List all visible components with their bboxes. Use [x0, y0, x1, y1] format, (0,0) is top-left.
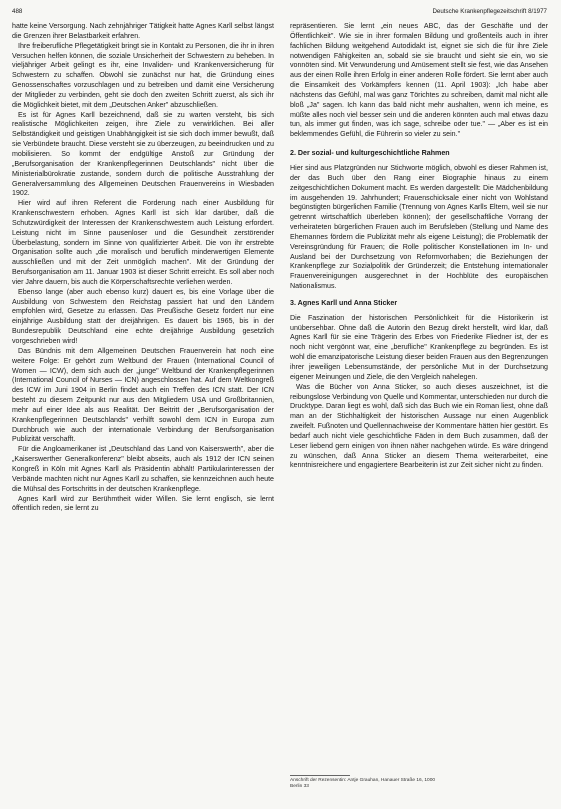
paragraph: Was die Bücher von Anna Sticker, so auch dieses auszeichnet, ist die reibungslose Verbindung von Quelle und Kommentar, unterschieden nur durch die Drucktype. Daran liegt es wohl, daß sich das Buch wie ein Roman liest, ohne daß man an der Stichhaltigkeit der historischen Aussage nur einen Augenblick zweifelt. Fußnoten und Quellennachweise der Kommentare hätten hier gestört. Es bedarf auch nicht viele geschichtliche Fäden in dem Buch zusammen, daß der Leser liebend gern einigen von ihnen näher nachgehen würde. Es wäre dringend zu wünschen, daß Anna Sticker an diesem Thema weiterarbeitet, eine kenntnisreichere und engagiertere Bearbeiterin ist zur Zeit sicher nicht zu finden.	[290, 382, 548, 470]
section-heading: 3. Agnes Karll und Anna Sticker	[290, 298, 398, 307]
footnote-rule	[290, 775, 350, 776]
paragraph: Hier wird auf ihren Referent die Forderung nach einer Ausbildung für Krankenschwestern erhoben. Agnes Karll ist sich klar darüber, daß die Schutzwürdigkeit der Interessen der Krankenschwestern auch Leistung erfordert. Leistung nicht im Sinne pausenloser und die Gesundheit zerstörender Überbelastung, sondern im Sinne von qualifizierter Arbeit. Die von ihr erstrebte Organisation sollte auch „die moralisch und beruflich minderwertigen Elemente ausschließen und mit der Zeit unmöglich machen". Mit der Gründung der Berufsorganisation am 11. Januar 1903 ist dieser Schritt erreicht. Es soll aber noch vier Jahre dauern, bis auch die Körperschaftsrechte verliehen werden.	[12, 199, 274, 286]
paragraph: Es ist für Agnes Karll bezeichnend, daß sie zu warten versteht, bis sich realistische Möglichkeiten zeigen, ihre Ziele zu verwirklichen. Bei aller Selbständigkeit und geistigen Unabhängigkeit ist sie sich doch immer bewußt, daß sie Verbündete braucht. Diese versteht sie zu überzeugen, zu beeindrucken und zu mobilisieren. So kommt der endgültige Anstoß zur Gründung der „Berufsorganisation der Krankenpflegerinnen Deutschlands" nicht über die Ministerialbürokratie zustande, sondern durch die politische Ausstrahlung der Generalversammlung des Allgemeinen Deutschen Frauenvereins in Wiesbaden 1902.	[12, 110, 274, 198]
journal-title: Deutsche Krankenpflegezeitschrift 8/1977	[432, 8, 547, 15]
paragraph: Für die Angloamerikaner ist „Deutschland das Land von Kaiserswerth", aber die „Kaiserswerther Generalkonferenz" bleibt abseits, auch als 1912 der ICN seinen Kongreß in Köln mit Agnes Karll als Präsidentin abhält! Partikularinteressen der Verbände machten nicht nur Agnes Karll zu schaffen, sie kennzeichnen auch heute die Mühsal des Fortschritts in der deutschen Krankenpflege.	[12, 445, 274, 493]
page-number: 488	[12, 8, 23, 15]
paragraph: Ihre freiberufliche Pflegetätigkeit bringt sie in Kontakt zu Personen, die ihr in ihren Versuchen helfen können, die soziale Unsicherheit der Schwestern zu beheben. In vieljähriger Arbeit gelingt es ihr, eine Invaliden- und Krankenversicherung für Schwestern zu schaffen. Obwohl sie zunächst nur hat, die Gründung eines Genossenschaftes vorzuschlagen und zu betreiben und damit eine Versicherung der Mitglieder zu verbinden, geht sie doch den zweiten Schritt zuerst, als sich ihr die Möglichkeit bietet, mit dem „Deutschen Anker" abzuschließen.	[12, 41, 274, 109]
paragraph: repräsentieren. Sie lernt „ein neues ABC, das der Geschäfte und der Öffentlichkeit". Wie sie in ihrer formalen Bildung und großenteils auch in ihrer fachlichen Bildung weitgehend Autodidakt ist, eignet sie sich die für ihre Ziele notwendigen Fähigkeiten an, sobald sie sie braucht und sieht sie ein, wo sie vonnöten sind. Mit Verwunderung und Amüsement stellt sie fest, wie das Ansehen aus der einen Rolle ihren Erfolg in einer anderen Rolle fördert. Sie lernt aber auch die Einsamkeit des Vorkämpfers kennen (11. April 1903): „Ich habe aber nächstens das Gefühl, mal was ganz Törichtes zu schreiben, damit mal nicht alle bloß „Ja" sagen. Ich kann das bald nicht mehr aushalten, wenn ich meine, es müßte alles noch viel besser sein und die anderen könnten auch mal etwas dazu tun, als immer gut finden, was ich sage, schreibe oder tue." — „Aber es ist ein beklemmendes Gefühl, die Führerin so vieler zu sein."	[290, 22, 548, 139]
paragraph: Die Faszination der historischen Persönlichkeit für die Historikerin ist unübersehbar. Ohne daß die Autorin den Bezug direkt herstellt, wird klar, daß Agnes Karll für sie eine Trägerin des Erbes von Friederike Fliedner ist, der es noch nicht vergönnt war, eine „berufliche" Krankenpflege zu begründen. Es ist wohl die emanzipatorische Leistung dieser beiden Frauen aus den Begrenzungen ihrer jeweiligen Lebensumstände, der persönliche Mut in der Durchsetzung eigener Meinungen und Ziele, die den Vergleich nahelegen.	[290, 313, 548, 381]
paragraph: Agnes Karll wird zur Berühmtheit wider Willen. Sie lernt englisch, sie lernt öffentlich reden, sie lernt zu	[12, 494, 274, 513]
right-column	[290, 22, 548, 471]
page-header	[12, 6, 547, 18]
section-heading: 2. Der sozial- und kulturgeschichtliche Rahmen	[290, 149, 450, 158]
paragraph: Das Bündnis mit dem Allgemeinen Deutschen Frauenverein hat noch eine weitere Folge: Er gehört zum Weltbund der Frauen (International Council of Women — ICW), dem sich auch der „junge" Weltbund der Krankenpflegerinnen (International Council of Nurses — ICN) angeschlossen hat. Auf dem Weltkongreß des ICW im Juni 1904 in Berlin findet auch ein Treffen des ICN statt. Der ICN besteht zu diesem Zeitpunkt nur aus den Mitgliedern USA und Großbritannien, mehr auf einer Idee als aus Realität. Der Beitritt der „Berufsorganisation der Krankenpflegerinnen Deutschlands" verhilft sowohl dem ICN in Europa zum Durchbruch wie auch der internationale Verbindung der Berufsorganisation Publizität verschafft.	[12, 346, 274, 444]
paragraph: hatte keine Versorgung. Nach zehnjähriger Tätigkeit hatte Agnes Karll selbst längst die Grenzen ihrer Belastbarkeit erfahren.	[12, 22, 274, 40]
paragraph: Hier sind aus Platzgründen nur Stichworte möglich, obwohl es dieser Rahmen ist, der das Buch über den Rang einer Biographie hinaus zu einem zeitgeschichtlichen Dokument macht. Es werden dargestellt: Die Mädchenbildung im ausgehenden 19. Jahrhundert; Frauenschicksale einer nicht von Wohlstand begünstigten bürgerlichen Familie (Trennung von Agnes Karlls Eltern, weil sie nur getrennt wirtschaftlich überleben können); der gesellschaftliche Vorrang der verheirateten bürgerlichen Frauen auch im Berufsleben (Stellung und Name des Ehemannes fördern die Publizität mehr als eigene Leistung); die Problematik der Vereinsgründung für Frauen; die Rolle politischer Konstellationen im In- und Ausland bei der Durchsetzung von Reformvorhaben; die Beziehungen der Krankenpflege zur Sozialpolitik der Gründerzeit; die Entstehung internationaler Frauenvereinigungen ausgerechnet in der Hochblüte des europäischen Nationalismus.	[290, 163, 548, 291]
left-column	[12, 22, 274, 514]
reviewer-address: Anschrift der Rezensentin: Antje Grauhan, Hanauer Straße 16, 1000 Berlin 33	[290, 778, 436, 790]
paragraph: Ebenso lange (aber auch ebenso kurz) dauert es, bis eine Vorlage über die Ausbildung von Schwestern den Reichstag passiert hat und den Ländern empfohlen wird, Gesetze zu erlassen. Das Preußische Gesetz fordert nur eine einjährige Ausbildung statt der dreijährigen. Es dauert bis 1965, bis in der Bundesrepublik Deutschland eine echte dreijährige Ausbildung gesetzlich vorgeschrieben wird!	[12, 287, 274, 345]
